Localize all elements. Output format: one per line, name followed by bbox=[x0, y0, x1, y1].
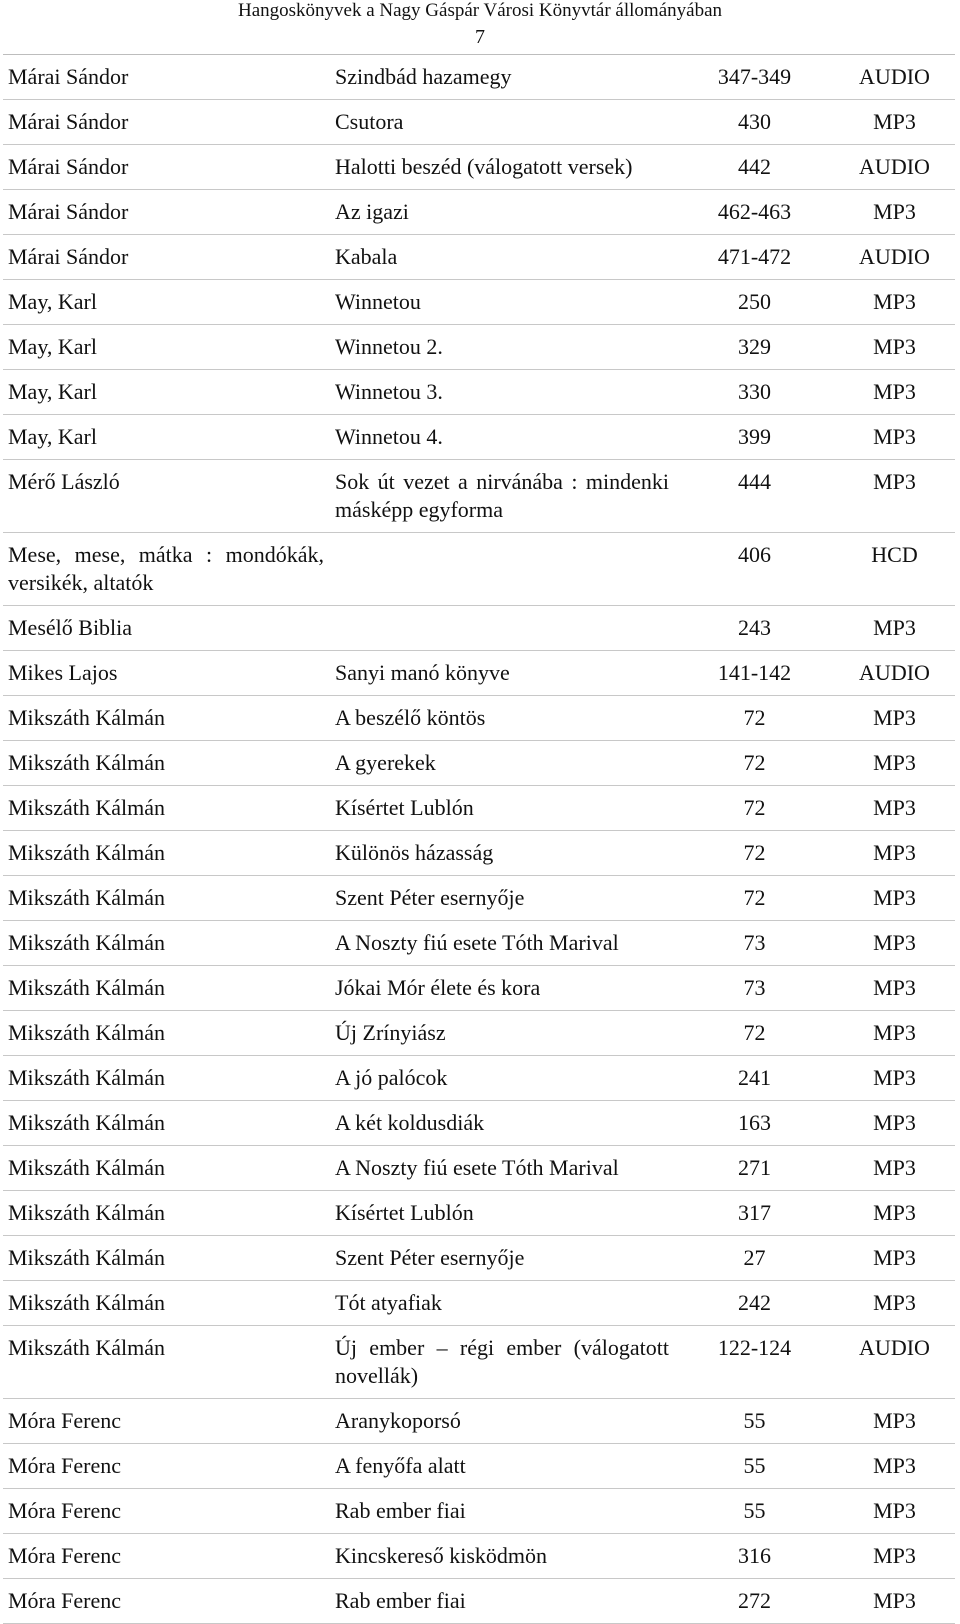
format-cell: MP3 bbox=[835, 1101, 955, 1146]
title-cell: Kabala bbox=[330, 235, 675, 280]
call-number-cell: 316 bbox=[675, 1534, 835, 1579]
author-cell: Móra Ferenc bbox=[3, 1534, 330, 1579]
call-number-cell: 55 bbox=[675, 1399, 835, 1444]
call-number-cell: 271 bbox=[675, 1146, 835, 1191]
table-row bbox=[3, 606, 955, 651]
table-row bbox=[3, 741, 955, 786]
author-cell: Móra Ferenc bbox=[3, 1444, 330, 1489]
title-cell: Winnetou 2. bbox=[330, 325, 675, 370]
call-number-cell: 399 bbox=[675, 415, 835, 460]
format-cell: MP3 bbox=[835, 1534, 955, 1579]
title-cell: Rab ember fiai bbox=[330, 1579, 675, 1624]
table-row bbox=[3, 921, 955, 966]
title-cell: Jókai Mór élete és kora bbox=[330, 966, 675, 1011]
format-cell: MP3 bbox=[835, 831, 955, 876]
title-cell: Új ember – régi ember (válogatott novellák) bbox=[330, 1326, 675, 1399]
format-cell: MP3 bbox=[835, 876, 955, 921]
format-cell: MP3 bbox=[835, 1444, 955, 1489]
call-number-cell: 243 bbox=[675, 606, 835, 651]
call-number-cell: 72 bbox=[675, 696, 835, 741]
title-cell: Kísértet Lublón bbox=[330, 1191, 675, 1236]
author-cell: Mikszáth Kálmán bbox=[3, 786, 330, 831]
table-row bbox=[3, 533, 955, 606]
table-row bbox=[3, 55, 955, 100]
table-row bbox=[3, 1579, 955, 1624]
title-cell: A fenyőfa alatt bbox=[330, 1444, 675, 1489]
call-number-cell: 462-463 bbox=[675, 190, 835, 235]
author-cell: May, Karl bbox=[3, 325, 330, 370]
table-row bbox=[3, 1191, 955, 1236]
author-cell: Mikszáth Kálmán bbox=[3, 1146, 330, 1191]
table-row bbox=[3, 325, 955, 370]
author-cell: Márai Sándor bbox=[3, 100, 330, 145]
call-number-cell: 241 bbox=[675, 1056, 835, 1101]
title-cell: Sok út vezet a nirvánába : mindenki másképp egyforma bbox=[330, 460, 675, 533]
table-row bbox=[3, 966, 955, 1011]
author-cell: Mikszáth Kálmán bbox=[3, 966, 330, 1011]
format-cell: AUDIO bbox=[835, 235, 955, 280]
author-cell: Mikszáth Kálmán bbox=[3, 1326, 330, 1399]
format-cell: MP3 bbox=[835, 100, 955, 145]
author-cell: May, Karl bbox=[3, 370, 330, 415]
author-cell: Móra Ferenc bbox=[3, 1579, 330, 1624]
format-cell: MP3 bbox=[835, 1056, 955, 1101]
title-cell: Szindbád hazamegy bbox=[330, 55, 675, 100]
author-cell: May, Karl bbox=[3, 415, 330, 460]
title-cell: Kincskereső kisködmön bbox=[330, 1534, 675, 1579]
page-number: 7 bbox=[475, 26, 485, 48]
title-cell: A beszélő köntös bbox=[330, 696, 675, 741]
author-cell: Mikszáth Kálmán bbox=[3, 921, 330, 966]
table-row bbox=[3, 651, 955, 696]
format-cell: MP3 bbox=[835, 606, 955, 651]
table-row bbox=[3, 696, 955, 741]
format-cell: AUDIO bbox=[835, 55, 955, 100]
author-cell: Mikszáth Kálmán bbox=[3, 831, 330, 876]
author-cell: Mikszáth Kálmán bbox=[3, 1236, 330, 1281]
table-row bbox=[3, 145, 955, 190]
call-number-cell: 55 bbox=[675, 1489, 835, 1534]
call-number-cell: 73 bbox=[675, 966, 835, 1011]
table-row bbox=[3, 876, 955, 921]
author-cell: Márai Sándor bbox=[3, 190, 330, 235]
format-cell: MP3 bbox=[835, 966, 955, 1011]
title-cell: A Noszty fiú esete Tóth Marival bbox=[330, 1146, 675, 1191]
format-cell: MP3 bbox=[835, 1011, 955, 1056]
table-row bbox=[3, 1489, 955, 1534]
format-cell: MP3 bbox=[835, 696, 955, 741]
title-cell: Szent Péter esernyője bbox=[330, 876, 675, 921]
audiobook-table-body bbox=[3, 55, 955, 1624]
table-row bbox=[3, 370, 955, 415]
author-cell: Mikszáth Kálmán bbox=[3, 741, 330, 786]
title-cell: Kísértet Lublón bbox=[330, 786, 675, 831]
call-number-cell: 27 bbox=[675, 1236, 835, 1281]
title-cell: Aranykoporsó bbox=[330, 1399, 675, 1444]
format-cell: MP3 bbox=[835, 1191, 955, 1236]
author-cell: Mikszáth Kálmán bbox=[3, 1056, 330, 1101]
call-number-cell: 55 bbox=[675, 1444, 835, 1489]
table-row bbox=[3, 1011, 955, 1056]
title-cell: Winnetou 3. bbox=[330, 370, 675, 415]
call-number-cell: 73 bbox=[675, 921, 835, 966]
format-cell: AUDIO bbox=[835, 651, 955, 696]
call-number-cell: 272 bbox=[675, 1579, 835, 1624]
call-number-cell: 242 bbox=[675, 1281, 835, 1326]
author-cell: Móra Ferenc bbox=[3, 1399, 330, 1444]
call-number-cell: 317 bbox=[675, 1191, 835, 1236]
call-number-cell: 430 bbox=[675, 100, 835, 145]
table-row bbox=[3, 1326, 955, 1399]
call-number-cell: 471-472 bbox=[675, 235, 835, 280]
author-cell: Mese, mese, mátka : mondókák, versikék, altatók bbox=[3, 533, 330, 606]
call-number-cell: 122-124 bbox=[675, 1326, 835, 1399]
table-row bbox=[3, 1399, 955, 1444]
table-row bbox=[3, 1534, 955, 1579]
call-number-cell: 163 bbox=[675, 1101, 835, 1146]
title-cell: Különös házasság bbox=[330, 831, 675, 876]
page-header bbox=[0, 0, 960, 50]
author-cell: Mikes Lajos bbox=[3, 651, 330, 696]
format-cell: MP3 bbox=[835, 1236, 955, 1281]
title-cell: Tót atyafiak bbox=[330, 1281, 675, 1326]
table-row bbox=[3, 190, 955, 235]
format-cell: MP3 bbox=[835, 1489, 955, 1534]
author-cell: Mikszáth Kálmán bbox=[3, 1011, 330, 1056]
format-cell: MP3 bbox=[835, 415, 955, 460]
author-cell: Mikszáth Kálmán bbox=[3, 696, 330, 741]
author-cell: Mérő László bbox=[3, 460, 330, 533]
format-cell: MP3 bbox=[835, 786, 955, 831]
format-cell: MP3 bbox=[835, 460, 955, 533]
table-row bbox=[3, 831, 955, 876]
format-cell: MP3 bbox=[835, 1146, 955, 1191]
format-cell: MP3 bbox=[835, 190, 955, 235]
author-cell: Mesélő Biblia bbox=[3, 606, 330, 651]
format-cell: AUDIO bbox=[835, 145, 955, 190]
format-cell: MP3 bbox=[835, 325, 955, 370]
call-number-cell: 330 bbox=[675, 370, 835, 415]
title-cell: A gyerekek bbox=[330, 741, 675, 786]
table-row bbox=[3, 235, 955, 280]
call-number-cell: 72 bbox=[675, 831, 835, 876]
format-cell: MP3 bbox=[835, 280, 955, 325]
title-cell: Winnetou bbox=[330, 280, 675, 325]
format-cell: MP3 bbox=[835, 921, 955, 966]
audiobook-table bbox=[3, 55, 955, 1624]
title-cell: Csutora bbox=[330, 100, 675, 145]
call-number-cell: 250 bbox=[675, 280, 835, 325]
title-cell: Rab ember fiai bbox=[330, 1489, 675, 1534]
author-cell: Márai Sándor bbox=[3, 145, 330, 190]
title-cell: A két koldusdiák bbox=[330, 1101, 675, 1146]
table-row bbox=[3, 1101, 955, 1146]
title-cell: Az igazi bbox=[330, 190, 675, 235]
title-cell: Halotti beszéd (válogatott versek) bbox=[330, 145, 675, 190]
author-cell: Móra Ferenc bbox=[3, 1489, 330, 1534]
table-row bbox=[3, 1146, 955, 1191]
table-row bbox=[3, 1236, 955, 1281]
format-cell: MP3 bbox=[835, 1281, 955, 1326]
title-cell: Winnetou 4. bbox=[330, 415, 675, 460]
author-cell: Márai Sándor bbox=[3, 235, 330, 280]
table-row bbox=[3, 415, 955, 460]
format-cell: AUDIO bbox=[835, 1326, 955, 1399]
table-row bbox=[3, 1281, 955, 1326]
author-cell: Mikszáth Kálmán bbox=[3, 1191, 330, 1236]
table-row bbox=[3, 1056, 955, 1101]
author-cell: May, Karl bbox=[3, 280, 330, 325]
format-cell: MP3 bbox=[835, 370, 955, 415]
table-row bbox=[3, 786, 955, 831]
title-cell: A Noszty fiú esete Tóth Marival bbox=[330, 921, 675, 966]
call-number-cell: 444 bbox=[675, 460, 835, 533]
call-number-cell: 406 bbox=[675, 533, 835, 606]
call-number-cell: 72 bbox=[675, 741, 835, 786]
call-number-cell: 72 bbox=[675, 876, 835, 921]
call-number-cell: 347-349 bbox=[675, 55, 835, 100]
author-cell: Mikszáth Kálmán bbox=[3, 876, 330, 921]
call-number-cell: 141-142 bbox=[675, 651, 835, 696]
author-cell: Márai Sándor bbox=[3, 55, 330, 100]
author-cell: Mikszáth Kálmán bbox=[3, 1101, 330, 1146]
table-row bbox=[3, 1444, 955, 1489]
table-row bbox=[3, 100, 955, 145]
title-cell bbox=[330, 533, 675, 606]
call-number-cell: 442 bbox=[675, 145, 835, 190]
title-cell: A jó palócok bbox=[330, 1056, 675, 1101]
header-title: Hangoskönyvek a Nagy Gáspár Városi Könyvtár állományában bbox=[237, 0, 723, 21]
format-cell: HCD bbox=[835, 533, 955, 606]
title-cell: Szent Péter esernyője bbox=[330, 1236, 675, 1281]
call-number-cell: 72 bbox=[675, 786, 835, 831]
title-cell: Új Zrínyiász bbox=[330, 1011, 675, 1056]
format-cell: MP3 bbox=[835, 1399, 955, 1444]
title-cell: Sanyi manó könyve bbox=[330, 651, 675, 696]
author-cell: Mikszáth Kálmán bbox=[3, 1281, 330, 1326]
title-cell bbox=[330, 606, 675, 651]
call-number-cell: 72 bbox=[675, 1011, 835, 1056]
call-number-cell: 329 bbox=[675, 325, 835, 370]
table-row bbox=[3, 280, 955, 325]
format-cell: MP3 bbox=[835, 741, 955, 786]
format-cell: MP3 bbox=[835, 1579, 955, 1624]
table-row bbox=[3, 460, 955, 533]
